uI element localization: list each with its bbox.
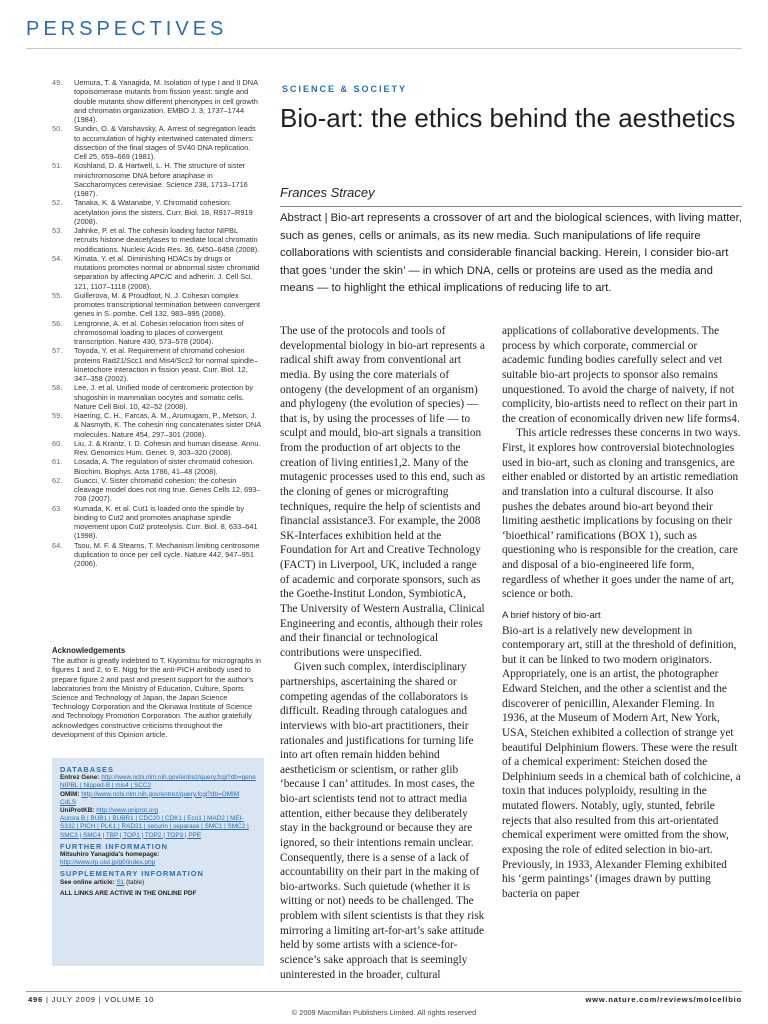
reference-number: 57.: [52, 346, 63, 356]
acknowledgements-text: The author is greatly indebted to T. Kiyomitsu for micrographs in figures 1 and 2, to E. Nigg for the anti-PICH antibody used to prepare figure 2 and past and present support for the author's laboratories from the Ministry of Education, Culture, Sports Science and Technology of Japan, the Japan Science Technology Corporation and the Okinawa Institute of Science and Technology Promotion Corporation. The author gratefully acknowledges constructive criticisms throughout the development of this Opinion article.: [52, 656, 261, 739]
acknowledgements: [52, 646, 264, 739]
footer-website[interactable]: www.nature.com/reviews/molcellbio: [585, 995, 742, 1004]
reference-item: [52, 504, 262, 541]
reference-item: [52, 124, 262, 161]
header-divider: [26, 48, 742, 49]
footer-divider: [26, 991, 742, 992]
reference-item: [52, 319, 262, 347]
body-paragraph: Bio-art is a relatively new development in contemporary art, still at the threshold of definition, but it can be linked to two modern originators. Appropriately, one is an artist, the photographer Edward Steichen, and the other a scientist and the discoverer of penicillin, Alexander Fleming. In 1936, at the Museum of Modern Art, New York, USA, Steichen exhibited a collection of strange yet beautiful Delphinium flowers. These were the result of a chemical experiment: Steichen dosed the Delphinium seeds in a chemical bath of colchicine, a toxin that induces polyploidy, resulting in the mutated flowers. Notably, ugly, stunted, febrile rejects that also resulted from this art-orientated chemical experiment were omitted from the show, exposing the role of edited selection in bio-art. Previously, in 1933, Alexander Fleming exhibited his ‘germ paintings’ (images drawn by putting bacteria on paper: [502, 624, 741, 900]
body-column-1: [280, 324, 486, 982]
all-links-note: ALL LINKS ARE ACTIVE IN THE ONLINE PDF: [60, 889, 197, 897]
reference-number: 63.: [52, 503, 63, 513]
reference-number: 61.: [52, 457, 63, 467]
reference-text: Toyoda, Y. et al. Requirement of chromatid cohesion proteins Rad21/Scc1 and Mis4/Scc2 for normal spindle–kinetochore interaction in fission yeast. Curr. Biol. 12, 347–358 (2002).: [74, 346, 259, 383]
reference-number: 51.: [52, 161, 63, 171]
reference-text: Kumada, K. et al. Cut1 is loaded onto the spindle by binding to Cut2 and promotes anaphase spindle movement upon Cut2 proteolysis. Curr. Biol. 8, 633–641 (1998).: [74, 503, 258, 541]
reference-text: Lengronne, A. et al. Cohesin relocation from sites of chromosomal loading to places of convergent transcription. Nature 430, 573–578 (2004).: [74, 318, 244, 346]
body-paragraph: This article redresses these concerns in two ways. First, it explores how controversial biotechnologies used in bio-art, such as cloning and transgenics, are either enabled or distorted by an artistic remediation and translation into a cultural discourse. It also pushes the debates around bio-art beyond their limiting aesthetic implications by focusing on their ‘bioethical’ ramifications (BOX 1), such as questioning who is responsible for the creation, care and disposal of a bio-engineered life form, regardless of whether it goes under the name of art, science or both.: [502, 427, 741, 601]
homepage-link[interactable]: http://www.irp.oist.jp/g0/index.php: [60, 859, 156, 867]
acknowledgements-title: Acknowledgements: [52, 646, 126, 655]
reference-number: 53.: [52, 226, 63, 235]
reference-text: Losada, A. The regulation of sister chromatid cohesion. Biochim. Biophys. Acta 1786, 41–48 (2008).: [74, 457, 255, 476]
reference-number: 59.: [52, 411, 63, 420]
reference-text: Kimata, Y. et al. Diminishing HDACs by drugs or mutations promotes normal or abnormal sister chromatid separation by affecting APC/C and adherin. J. Cell Sci. 121, 1107–1118 (2008).: [74, 253, 260, 291]
supplementary-link[interactable]: S1: [116, 878, 125, 886]
body-column-2: [502, 324, 742, 901]
reference-number: 49.: [52, 78, 63, 87]
reference-item: [52, 411, 262, 439]
reference-text: Tsou, M. F. & Stearns, T. Mechanism limiting centrosome duplication to once per cell cycle. Nature 442, 947–951 (2006).: [74, 540, 260, 568]
reference-number: 56.: [52, 318, 63, 328]
reference-number: 50.: [52, 124, 63, 134]
body-paragraph: applications of collaborative developments. The process by which corporate, commercial or academic funding bodies carefully select and vet suitable bio-art projects to sponsor also remains unquestioned. To avoid the charge of naivety, if not complicity, bio-artists need to reflect on their part in the creation of economically driven new life forms4.: [502, 325, 740, 425]
article-section-label: SCIENCE & SOCIETY: [282, 84, 408, 94]
databases-box: [52, 758, 264, 966]
reference-text: Haering, C. H., Farcas, A. M., Arumugam, P., Metson, J. & Nasmyth, K. The cohesin ring concatenates sister DNA molecules. Nature 454, 297–301 (2008).: [74, 411, 261, 439]
supplementary-note: (table): [126, 878, 145, 886]
reference-item: [52, 291, 262, 319]
reference-item: [52, 457, 262, 476]
uniprot-item-links[interactable]: Aurora B | BUB1 | BUBR1 | CDC20 | CDK1 | Eco1 | MAD2 | MEI-S332 | PICH | PLK1 | RAD21 | securin | separase | SMC1 | SMC2 | SMC3 | SMC4 | TBP | TOP1 | TOP2 | TOP3 | PPE: [60, 815, 249, 839]
reference-item: [52, 476, 262, 504]
reference-item: [52, 346, 262, 383]
reference-list: [52, 78, 262, 568]
reference-text: Uemura, T. & Yanagida, M. Isolation of type I and II DNA topoisomerase mutants from fission yeast: single and double mutants show different phenotypes in cell growth and chromatin organization. EMBO J. 3, 1737–1744 (1984).: [74, 78, 258, 124]
reference-item: [52, 78, 262, 124]
reference-number: 64.: [52, 540, 63, 550]
article-author: Frances Stracey: [280, 185, 375, 200]
reference-item: [52, 383, 262, 411]
body-paragraph: The use of the protocols and tools of developmental biology in bio-art represents a radical shift away from conventional art media. By using the core materials of ontogeny (the development of an organism) and phylogeny (the evolution of species) — that is, by using the processes of life — to sculpt and mould, bio-art signals a transition from the production of art objects to the creation of living entities1,2. Many of the mutagenic processes used to this end, such as the cloning of genes or micrografting techniques, require the help of scientists and financial assistance3. For example, the 2008 SK-Interfaces exhibition held at the Foundation for Art and Creative Technology (FACT) in Liverpool, UK, included a range of academic and corporate sponsors, such as the Goethe-Institut London, SymbioticA, The University of Western Australia, Clinical Engineering and econtis, although their roles and their financial or technological contributions were unspecified.: [280, 325, 486, 659]
article-title: Bio-art: the ethics behind the aesthetics: [280, 103, 736, 133]
entrez-label: Entrez Gene:: [60, 774, 100, 782]
footer-issue: [28, 995, 154, 1004]
reference-number: 52.: [52, 198, 63, 208]
article-abstract: Abstract | Bio-art represents a crossover of art and the biological sciences, with living matter, such as genes, cells or animals, as its new media. Such manipulations of life require collaborations with scientists and considerable financial backing. Herein, I consider bio-art that goes ‘under the skin’ — in which DNA, cells or proteins are used as the media and means — to highlight the ethical implications of reducing life to art.: [280, 212, 742, 295]
author-divider: [280, 206, 742, 207]
reference-text: Guacci, V. Sister chromatid cohesion: the cohesin cleavage model does not ring true. Genes Cells 12, 693–708 (2007).: [74, 475, 261, 504]
reference-number: 55.: [52, 290, 63, 300]
reference-item: [52, 226, 262, 254]
reference-item: [52, 254, 262, 291]
reference-text: Tanaka, K. & Watanabe, Y. Chromatid cohesion: acetylation joins the sisters. Curr. Biol. 18, R917–R919 (2008).: [74, 198, 253, 226]
entrez-link[interactable]: http://www.ncbi.nlm.nih.gov/entrez/query.fcgi?db=gene: [101, 774, 256, 782]
issue-info: | JULY 2009 | VOLUME 10: [46, 995, 155, 1004]
reference-text: Jahnke, P. et al. The cohesin loading factor NIPBL recruits histone deacetylases to mediate local chromatin modifications. Nucleic Acids Res. 36, 6450–6458 (2008).: [74, 226, 260, 254]
reference-item: [52, 541, 262, 569]
body-paragraph: Given such complex, interdisciplinary partnerships, ascertaining the shared or competing agendas of the collaborators is difficult. Reading through catalogues and interviews with bio-art practitioners, their rationales and justifications for turning life into art often remain hidden behind aestheticism or scientism, or rather glib ‘because I can’ attitudes. In most cases, the bio-art scientists tend not to attract media attention, either because they deliberately stay in the background or because they are ignored, so their intentions remain unclear. Consequently, there is a sense of a lack of accountability on their part in the making of bio-artworks. Such quietude (whether it is witting or not) needs to be challenged. The problem with silent scientists is that they risk mirroring a limiting art-for-art’s sake attitude held by some artists with a science-for-science’s sake approach that is seemingly uninterested in the broader, cultural: [280, 661, 485, 981]
page-number: 496: [28, 995, 44, 1004]
copyright: © 2009 Macmillan Publishers Limited. All rights reserved: [291, 1008, 477, 1017]
reference-item: [52, 439, 262, 458]
reference-text: Koshland, D. & Hartwell, L. H. The structure of sister minichromosome DNA before anaphase in Saccharomyces cerevisiae. Science 238, 1713–1716 (1987).: [74, 161, 248, 198]
reference-text: Guillerova, M. & Proudfoot, N. J. Cohesin complex promotes transcriptional termination between convergent genes in S. pombe. Cell 132, 983–995 (2008).: [74, 290, 261, 319]
reference-text: Lee, J. et al. Unified mode of centromeric protection by shugoshin in mammalian oocytes and somatic cells. Nature Cell Biol. 10, 42–52 (2008).: [74, 383, 254, 411]
reference-number: 58.: [52, 383, 63, 393]
reference-text: Sundin, O. & Varshavsky, A. Arrest of segregation leads to accumulation of highly intertwined catenated dimers: dissection of the final stages of SV40 DNA replication. Cell 25, 659–669 (1981).: [74, 124, 256, 161]
homepage-label: Mitsuhiro Yanagida's homepage:: [60, 851, 160, 859]
reference-item: [52, 161, 262, 198]
section-header: PERSPECTIVES: [26, 18, 228, 40]
entrez-gene-links[interactable]: NIPBL | Nipped-B | mis4 | SCC2: [60, 782, 152, 790]
reference-item: [52, 198, 262, 226]
reference-text: Liu, J. & Krantz, I. D. Cohesin and human disease. Annu. Rev. Genomics Hum. Genet. 9, 303–320 (2008).: [74, 438, 261, 457]
reference-number: 62.: [52, 475, 63, 485]
further-information-title: FURTHER INFORMATION: [60, 841, 168, 851]
supplementary-label: See online article:: [60, 878, 115, 886]
uniprot-label: UniProtKB:: [60, 807, 95, 815]
reference-number: 60.: [52, 438, 63, 448]
reference-number: 54.: [52, 253, 63, 263]
uniprot-link[interactable]: http://www.uniprot.org: [96, 807, 159, 815]
omim-label: OMIM:: [60, 790, 80, 798]
databases-title: DATABASES: [60, 765, 114, 774]
omim-link[interactable]: http://www.ncbi.nlm.nih.gov/entrez/query.fcgi?db=OMIM: [81, 790, 240, 798]
supplementary-information-title: SUPPLEMENTARY INFORMATION: [60, 869, 204, 879]
subheading: A brief history of bio-art: [502, 609, 601, 621]
omim-item-links[interactable]: CdLS: [60, 798, 76, 806]
